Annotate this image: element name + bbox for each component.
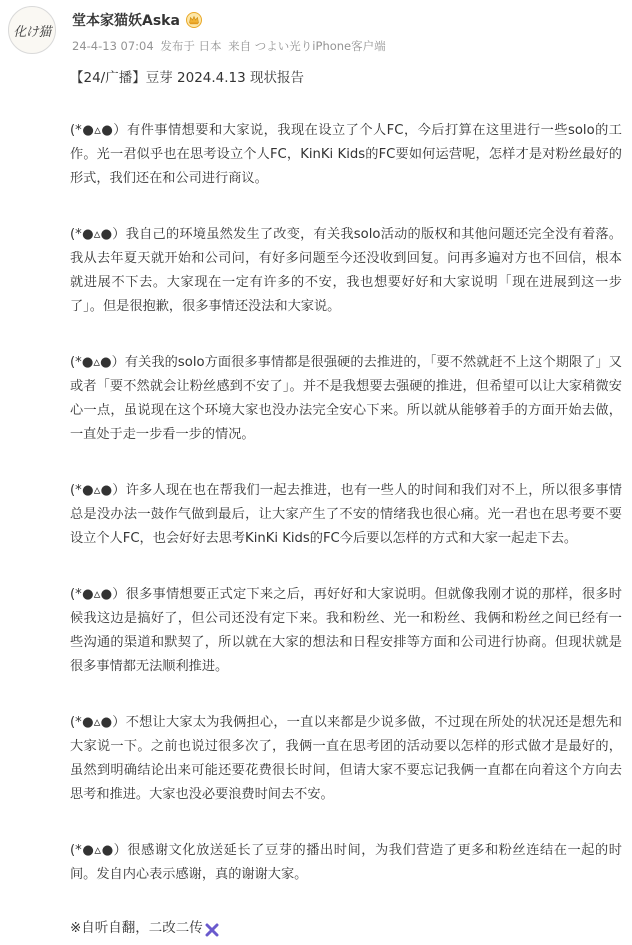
username-row <box>72 9 202 31</box>
post-body <box>70 60 622 940</box>
cross-mark-icon <box>205 921 219 935</box>
username[interactable]: 堂本家猫妖Aska <box>72 13 180 29</box>
post-paragraph: (*●▵●）很多事情想要正式定下来之后，再好好和大家说明。但就像我刚才说的那样，很多时候我这边是搞好了，但公司还没有定下来。我和粉丝、光一和粉丝、我俩和粉丝之间已经有一些沟通的渠道和默契了，所以就在大家的想法和日程安排等方面和公司进行协商。但现状就是很多事情都无法顺利推进。 <box>70 587 622 674</box>
post-paragraph: (*●▵●）有件事情想要和大家说，我现在设立了个人FC，今后打算在这里进行一些solo的工作。光一君似乎也在思考设立个人FC，KinKi Kids的FC要如何运营呢，怎样才是对粉丝最好的形式，我们还在和公司进行商议。 <box>70 123 622 186</box>
post-title: 【24/广播】豆芽 2024.4.13 现状报告 <box>70 70 305 86</box>
post-meta <box>72 38 389 54</box>
post-footer <box>70 916 622 940</box>
avatar-text: 化け猫 <box>13 25 51 40</box>
post-paragraph: (*●▵●）不想让大家太为我俩担心，一直以来都是少说多做，不过现在所处的状况还是想先和大家说一下。之前也说过很多次了，我俩一直在思考团的活动要以怎样的形式做才是最好的，虽然到明确结论出来可能还要花费很长时间，但请大家不要忘记我俩一直都在向着这个方向去思考和推进。大家也没必要浪费时间去不安。 <box>70 715 622 802</box>
post-timestamp[interactable]: 24-4-13 07:04 <box>72 39 154 53</box>
footer-note: ※自听自翻，二改二传 <box>70 920 203 936</box>
post-paragraph: (*●▵●）有关我的solo方面很多事情都是很强硬的去推进的，「要不然就赶不上这个期限了」又或者「要不然就会让粉丝感到不安了」。并不是我想要去强硬的推进，但希望可以让大家稍微安心一点，虽说现在这个环境大家也没办法完全安心下来。所以就从能够着手的方面开始去做，一直处于走一步看一步的情况。 <box>70 355 622 442</box>
post-location: 发布于 日本 <box>160 39 222 53</box>
avatar[interactable] <box>8 6 56 54</box>
post-paragraph: (*●▵●）我自己的环境虽然发生了改变，有关我solo活动的版权和其他问题还完全没有着落。我从去年夏天就开始和公司问，有好多问题至今还没收到回复。问再多遍对方也不回信，根本就进展不下去。大家现在一定有许多的不安，我也想要好好和大家说明「现在进展到这一步了」。但是很抱歉，很多事情还没法和大家说。 <box>70 227 622 314</box>
post-paragraph: (*●▵●）很感谢文化放送延长了豆芽的播出时间，为我们营造了更多和粉丝连结在一起的时间。发自内心表示感谢，真的谢谢大家。 <box>70 843 622 882</box>
post-source: 来自 つよい光りiPhone客户端 <box>228 39 386 53</box>
post-paragraph: (*●▵●）许多人现在也在帮我们一起去推进，也有一些人的时间和我们对不上，所以很多事情总是没办法一鼓作气做到最后，让大家产生了不安的情绪我也很心痛。光一君也在思考要不要设立个人FC，也会好好去思考KinKi Kids的FC今后要以怎样的方式和大家一起走下去。 <box>70 483 622 546</box>
crown-icon <box>186 12 202 28</box>
